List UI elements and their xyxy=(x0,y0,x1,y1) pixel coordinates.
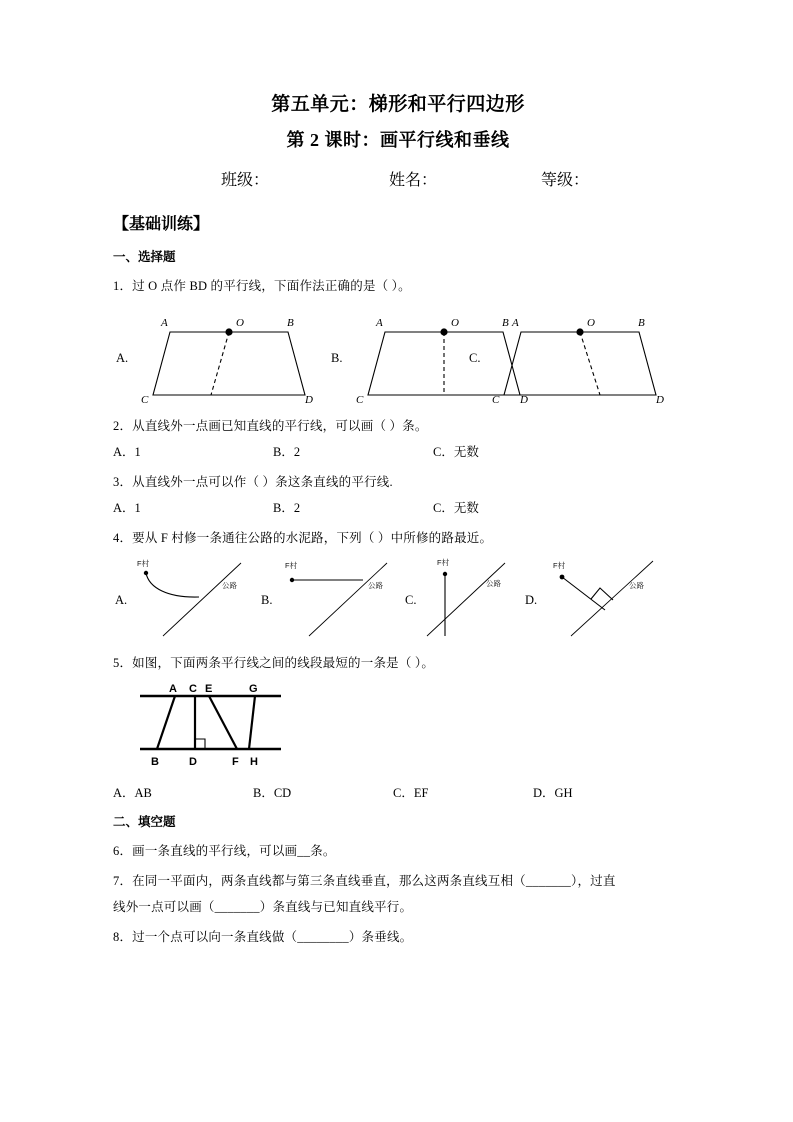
q5-option-a[interactable]: A．AB xyxy=(113,786,152,800)
q5-right-angle-mark xyxy=(195,739,205,749)
q1-option-a-label-d: D xyxy=(305,394,313,404)
question-2-text: 2．从直线外一点画已知直线的平行线，可以画（ ）条。 xyxy=(113,419,428,433)
section-heading-basic: 【基础训练】 xyxy=(113,216,210,233)
class-field-label: 班级： xyxy=(221,172,270,189)
q1-option-b-label-d: D xyxy=(520,394,528,404)
question-3-text: 3．从直线外一点可以作（ ）条这条直线的平行线. xyxy=(113,475,393,489)
question-5-options xyxy=(113,781,683,805)
q1-option-c-label-d: D xyxy=(656,394,664,404)
q4-option-a-road-line xyxy=(163,563,241,636)
q1-option-a-dashed-line xyxy=(211,332,229,395)
q4-option-a-road-label: 公路 xyxy=(222,581,237,590)
part1-heading: 一、选择题 xyxy=(113,250,176,264)
q4-option-b-road-label: 公路 xyxy=(368,581,383,590)
q1-option-b-point-o xyxy=(440,328,447,335)
q5-segment-gh xyxy=(249,696,255,749)
question-8-text: 8．过一个点可以向一条直线做（________）条垂线。 xyxy=(113,930,413,944)
class-field-blank[interactable] xyxy=(269,168,389,194)
q4-option-c-key: C. xyxy=(405,593,417,607)
q4-option-a-key: A. xyxy=(115,593,128,607)
q4-option-b-village-point xyxy=(290,578,294,582)
q4-option-d-key: D. xyxy=(525,593,538,607)
question-1-figures xyxy=(113,304,683,404)
q5-label-h: H xyxy=(250,756,258,768)
name-field-label: 姓名： xyxy=(389,172,438,189)
q3-option-c[interactable]: C．无数 xyxy=(433,501,479,515)
q4-option-d-village-point xyxy=(560,575,565,580)
q1-diagram-svg xyxy=(113,304,683,404)
q5-label-g: G xyxy=(249,683,258,695)
q5-label-b: B xyxy=(151,756,159,768)
q1-option-c-dashed-line xyxy=(580,332,600,395)
q5-label-c: C xyxy=(189,683,197,695)
q4-option-d-road-label: 公路 xyxy=(629,581,644,590)
q4-option-c-road-label: 公路 xyxy=(486,579,501,588)
question-5-figure xyxy=(113,681,683,771)
q4-option-d-cement-path xyxy=(562,577,605,610)
question-5-text: 5．如图，下面两条平行线之间的线段最短的一条是（ ）。 xyxy=(113,656,435,670)
question-6-text: 6．画一条直线的平行线，可以画__条。 xyxy=(113,844,336,858)
q1-option-a-key: A. xyxy=(116,351,129,365)
q1-option-b-label-c: C xyxy=(356,394,364,404)
grade-field-label: 等级： xyxy=(541,172,590,189)
q1-option-a-label-c: C xyxy=(141,394,149,404)
question-7-text-line2: 线外一点可以画（_______）条直线与已知直线平行。 xyxy=(113,900,413,914)
q4-option-b-village-label: F村 xyxy=(285,561,298,570)
q1-option-a-label-a: A xyxy=(161,317,168,329)
q5-option-b[interactable]: B．CD xyxy=(253,786,292,800)
q1-option-c-key: C. xyxy=(469,351,481,365)
q5-segment-ab xyxy=(157,696,175,749)
q1-option-b-key: B. xyxy=(331,351,343,365)
q1-option-b-label-o: O xyxy=(451,317,459,329)
q1-option-c-label-b: B xyxy=(638,317,645,329)
name-field-blank[interactable] xyxy=(437,168,541,194)
q4-option-c-road-line xyxy=(427,563,505,636)
q1-option-c-label-c: C xyxy=(492,394,500,404)
q5-label-d: D xyxy=(189,756,197,768)
q5-option-d[interactable]: D．GH xyxy=(533,786,573,800)
page-title: 第五单元：梯形和平行四边形 xyxy=(271,94,525,115)
question-1-text: 1．过 O 点作 BD 的平行线，下面作法正确的是（ ）。 xyxy=(113,279,411,293)
q1-option-b-label-b: B xyxy=(502,317,509,329)
q4-option-c-village-label: F村 xyxy=(437,558,450,567)
q5-label-e: E xyxy=(205,683,213,695)
q5-segment-ef xyxy=(209,696,237,749)
q2-option-b[interactable]: B．2 xyxy=(273,445,301,459)
page-content xyxy=(113,90,683,955)
q5-option-c[interactable]: C．EF xyxy=(393,786,429,800)
q5-diagram-svg xyxy=(113,681,683,771)
question-4-text: 4．要从 F 村修一条通往公路的水泥路，下列（ ）中所修的路最近。 xyxy=(113,531,493,545)
q1-option-a-point-o xyxy=(225,328,232,335)
q4-option-d-right-angle-mark xyxy=(591,588,613,600)
q4-option-a-village-point xyxy=(144,571,148,575)
q1-option-b-label-a: A xyxy=(376,317,383,329)
q4-option-b-road-line xyxy=(309,563,387,636)
q4-option-c-village-point xyxy=(443,572,447,576)
question-2-options xyxy=(113,440,683,464)
student-info-row xyxy=(113,168,683,194)
q1-option-a-label-o: O xyxy=(236,317,244,329)
q1-option-c-label-a: A xyxy=(512,317,519,329)
q4-diagram-svg xyxy=(113,556,683,641)
q1-option-a-trapezoid xyxy=(153,332,305,395)
question-4-figures xyxy=(113,556,683,641)
question-3-options xyxy=(113,496,683,520)
q4-option-b-key: B. xyxy=(261,593,273,607)
q1-option-c-label-o: O xyxy=(587,317,595,329)
q3-option-a[interactable]: A．1 xyxy=(113,501,141,515)
q4-option-a-village-label: F村 xyxy=(137,559,150,568)
q5-label-f: F xyxy=(232,756,239,768)
q4-option-a-cement-path xyxy=(146,573,199,597)
q2-option-c[interactable]: C．无数 xyxy=(433,445,479,459)
q4-option-d-village-label: F村 xyxy=(553,561,566,570)
q5-label-a: A xyxy=(169,683,177,695)
question-7-text-line1: 7．在同一平面内，两条直线都与第三条直线垂直，那么这两条直线互相（_______），过直 xyxy=(113,874,616,888)
q1-option-a-label-b: B xyxy=(287,317,294,329)
page-subtitle: 第 2 课时：画平行线和垂线 xyxy=(286,130,510,150)
q2-option-a[interactable]: A．1 xyxy=(113,445,141,459)
q1-option-c-point-o xyxy=(576,328,583,335)
q1-option-c-trapezoid xyxy=(504,332,656,395)
part2-heading: 二、填空题 xyxy=(113,815,176,829)
q3-option-b[interactable]: B．2 xyxy=(273,501,301,515)
